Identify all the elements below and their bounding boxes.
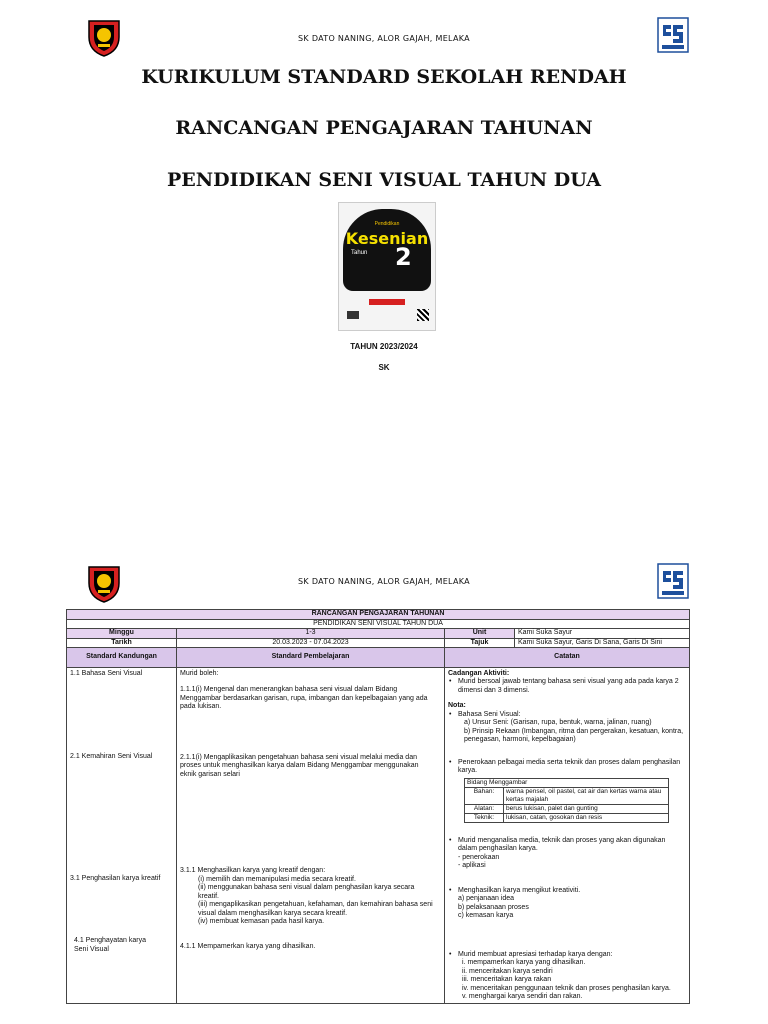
sp-2: 2.1.1(i) Mengaplikasikan pengetahuan bahasa seni visual melalui media dan proses untuk menghasilkan karya dalam Bidang Menggambar menggunakan eknik garisan selari [180, 753, 419, 778]
header-catatan: Catatan [445, 648, 690, 668]
inner-value: warna pensel, oil pastel, cat air dan kertas warna atau kertas majalah [504, 787, 669, 804]
book-title-small: Pendidikan [374, 221, 400, 227]
academic-year: TAHUN 2023/2024 [350, 342, 418, 351]
ministry-logo-2 [657, 563, 689, 604]
catatan-cell [445, 667, 690, 1003]
unit-label: Unit [445, 629, 515, 639]
book-title-main: Kesenian [345, 229, 429, 248]
sk-label: SK [378, 363, 390, 372]
book-title-year: Tahun [351, 250, 368, 256]
inner-key: Teknik: [465, 813, 504, 822]
sp-1-intro: Murid boleh: [180, 669, 219, 677]
sp-3-item: (i) memilih dan memanipulasi media secara kreatif. [198, 875, 356, 883]
catatan-item: • Murid membuat apresiasi terhadap karya dengan: [458, 951, 686, 960]
inner-value: berus lukisan, palet dan gunting [504, 804, 669, 813]
school-header-2: SK DATO NANING, ALOR GAJAH, MELAKA [298, 577, 470, 586]
minggu-label: Minggu [67, 629, 177, 639]
sp-3-head: 3.1.1 Menghasilkan karya yang kreatif dengan: [180, 867, 326, 874]
catatan-sub: a) penjanaan idea [458, 895, 515, 902]
textbook-cover-image [338, 202, 436, 331]
nota-heading: Nota: [448, 702, 466, 709]
tarikh-value: 20.03.2023 - 07.04.2023 [177, 638, 445, 648]
subtitle-plan: RANCANGAN PENGAJARAN TAHUNAN [175, 117, 593, 139]
catatan-sub: - aplikasi [458, 862, 486, 869]
catatan-sub: v. menghargai karya sendiri dan rakan. [462, 993, 583, 1000]
standard-kandungan-cell [67, 667, 177, 1003]
cadangan-aktiviti-heading: Cadangan Aktiviti: [448, 669, 510, 677]
bidang-menggambar-table [464, 778, 669, 823]
main-title: KURIKULUM STANDARD SEKOLAH RENDAH [141, 66, 627, 88]
sp-3-item: (ii) menggunakan bahasa seni visual dalam penghasilan karya secara kreatif. [198, 884, 415, 900]
table-title: RANCANGAN PENGAJARAN TAHUNAN [67, 610, 690, 620]
header-standard-kandungan: Standard Kandungan [67, 648, 177, 668]
inner-key: Bahan: [465, 787, 504, 804]
nota-b: b) Prinsip Rekaan (Imbangan, ritma dan pergerakan, kesatuan, kontra, penegasan, harmoni, kepelbagaian) [464, 727, 684, 743]
catatan-sub: c) kemasan karya [458, 912, 514, 919]
ministry-logo [657, 17, 689, 58]
catatan-item: • Murid bersoal jawab tentang bahasa seni visual yang ada pada karya 2 dimensi dan 3 dimensi. [458, 678, 686, 695]
catatan-sub: iv. menceritakan penggunaan teknik dan proses penghasilan karya. [462, 984, 671, 992]
sp-1: 1.1.1(i) Mengenal dan menerangkan bahasa seni visual dalam Bidang Menggambar berdasarkan garisan, rupa, imbangan dan kepelbagaian yang ada pada lukisan. [180, 686, 428, 710]
sk-4: 4.1 Penghayatan karya Seni Visual [74, 937, 146, 953]
standard-pembelajaran-cell [177, 667, 445, 1003]
sk-2: 2.1 Kemahiran Seni Visual [70, 753, 153, 760]
catatan-item: • Menghasilkan karya mengikut kreativiti. [458, 887, 686, 896]
nota-a: a) Unsur Seni: (Garisan, rupa, bentuk, warna, jalinan, ruang) [464, 719, 652, 726]
school-header: SK DATO NANING, ALOR GAJAH, MELAKA [298, 34, 470, 43]
catatan-sub: ii. menceritakan karya sendiri [462, 967, 553, 975]
book-number: 2 [395, 243, 412, 271]
inner-title: Bidang Menggambar [465, 778, 669, 787]
sp-3-item: (iii) mengaplikasikan pengetahuan, kefahaman, dan kemahiran bahasa seni visual dalam menghasilkan karya secara kreatif. [198, 901, 433, 917]
tajuk-value: Kami Suka Sayur, Garis Di Sana, Garis Di Sini [515, 638, 690, 648]
catatan-sub: iii. menceritakan karya rakan [462, 976, 552, 983]
sp-4: 4.1.1 Mempamerkan karya yang dihasilkan. [180, 942, 316, 950]
annual-plan-table [66, 609, 690, 1004]
sp-3-list [180, 876, 441, 927]
sk-1: 1.1 Bahasa Seni Visual [70, 669, 143, 677]
subtitle-subject: PENDIDIKAN SENI VISUAL TAHUN DUA [166, 169, 601, 191]
table-subtitle: PENDIDIKAN SENI VISUAL TAHUN DUA [67, 619, 690, 629]
catatan-sub: b) pelaksanaan proses [458, 903, 529, 911]
nota-item: • Bahasa Seni Visual: [458, 711, 686, 720]
sp-3-item: (iv) membuat kemasan pada hasil karya. [198, 918, 325, 925]
catatan-sub: - penerokaan [458, 853, 500, 861]
minggu-value: 1-3 [177, 629, 445, 639]
tarikh-label: Tarikh [67, 638, 177, 648]
unit-value: Kami Suka Sayur [515, 629, 690, 639]
catatan-item: • Penerokaan pelbagai media serta teknik dan proses dalam penghasilan karya. [458, 759, 686, 776]
catatan-item: • Murid menganalisa media, teknik dan proses yang akan digunakan dalam penghasilan karya. [458, 837, 686, 854]
header-standard-pembelajaran: Standard Pembelajaran [177, 648, 445, 668]
inner-value: lukisan, catan, gosokan dan resis [504, 813, 669, 822]
tajuk-label: Tajuk [445, 638, 515, 648]
inner-key: Alatan: [465, 804, 504, 813]
catatan-sub: i. mempamerkan karya yang dihasilkan. [462, 959, 586, 966]
sk-3: 3.1 Penghasilan karya kreatif [70, 874, 161, 882]
